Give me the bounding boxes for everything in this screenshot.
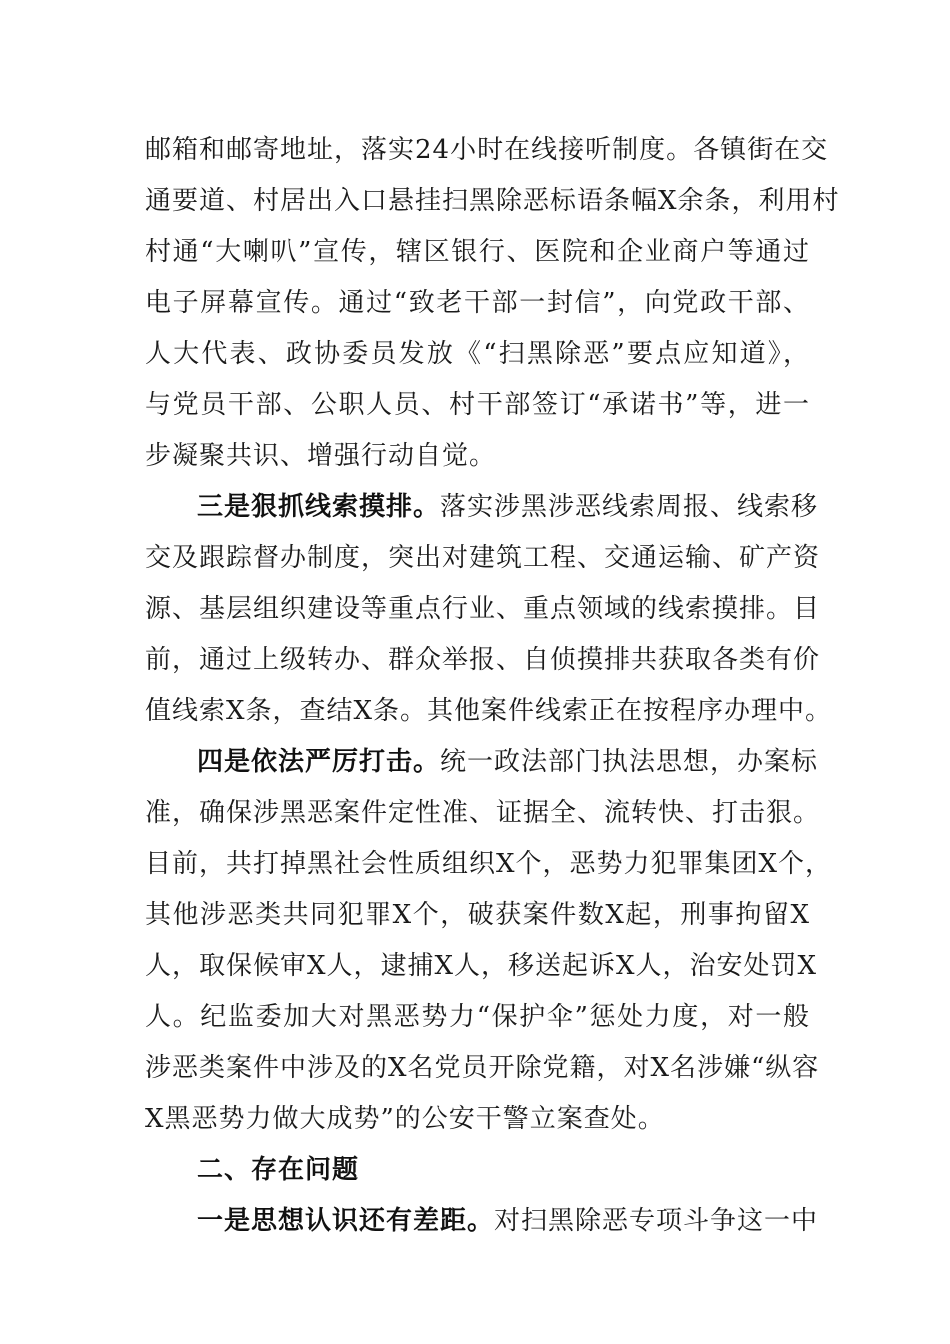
text-line: 交及跟踪督办制度，突出对建筑工程、交通运输、矿产资 [145, 543, 821, 573]
paragraph-heading: 一是思想认识还有差距。 [197, 1206, 495, 1236]
text-line: 人。纪监委加大对黑恶势力“保护伞”惩处力度，对一般 [145, 1002, 810, 1032]
text-line: 涉恶类案件中涉及的X名党员开除党籍，对X名涉嫌“纵容 [145, 1053, 820, 1083]
text-line: 通要道、村居出入口悬挂扫黑除恶标语条幅X余条，利用村 [145, 186, 840, 216]
text-line: 值线索X条，查结X条。其他案件线索正在按程序办理中。 [145, 696, 833, 726]
text-line: 前，通过上级转办、群众举报、自侦摸排共获取各类有价 [145, 645, 821, 675]
text-line: 人，取保候审X人，逮捕X人，移送起诉X人，治安处罚X [145, 951, 818, 981]
text-line: 源、基层组织建设等重点行业、重点领域的线索摸排。目 [145, 594, 821, 624]
paragraph-text: 对扫黑除恶专项斗争这一中 [494, 1206, 819, 1236]
text-line: 电子屏幕宣传。通过“致老干部一封信”，向党政干部、 [145, 288, 810, 318]
text-line: 邮箱和邮寄地址，落实24小时在线接听制度。各镇街在交 [145, 135, 829, 165]
paragraph-text: 落实涉黑涉恶线索周报、线索移 [440, 492, 819, 522]
text-line: 其他涉恶类共同犯罪X个，破获案件数X起，刑事拘留X [145, 900, 810, 930]
paragraph-first-line [197, 746, 819, 778]
text-line: 目前，共打掉黑社会性质组织X个，恶势力犯罪集团X个， [145, 849, 833, 879]
paragraph-text: 统一政法部门执法思想，办案标 [440, 747, 819, 777]
paragraph-heading: 三是狠抓线索摸排。 [197, 492, 441, 522]
paragraph-first-line [197, 1205, 819, 1237]
text-line: 人大代表、政协委员发放《“扫黑除恶”要点应知道》， [145, 339, 810, 369]
text-line: 步凝聚共识、增强行动自觉。 [145, 441, 497, 471]
text-line: X黑恶势力做大成势”的公安干警立案查处。 [145, 1104, 665, 1134]
section-heading: 二、存在问题 [197, 1155, 360, 1185]
paragraph-heading: 四是依法严厉打击。 [197, 747, 441, 777]
text-line: 村通“大喇叭”宣传，辖区银行、医院和企业商户等通过 [145, 237, 810, 267]
text-line: 准，确保涉黑恶案件定性准、证据全、流转快、打击狠。 [145, 798, 821, 828]
text-line: 与党员干部、公职人员、村干部签订“承诺书”等，进一 [145, 390, 810, 420]
paragraph-first-line [197, 491, 819, 523]
